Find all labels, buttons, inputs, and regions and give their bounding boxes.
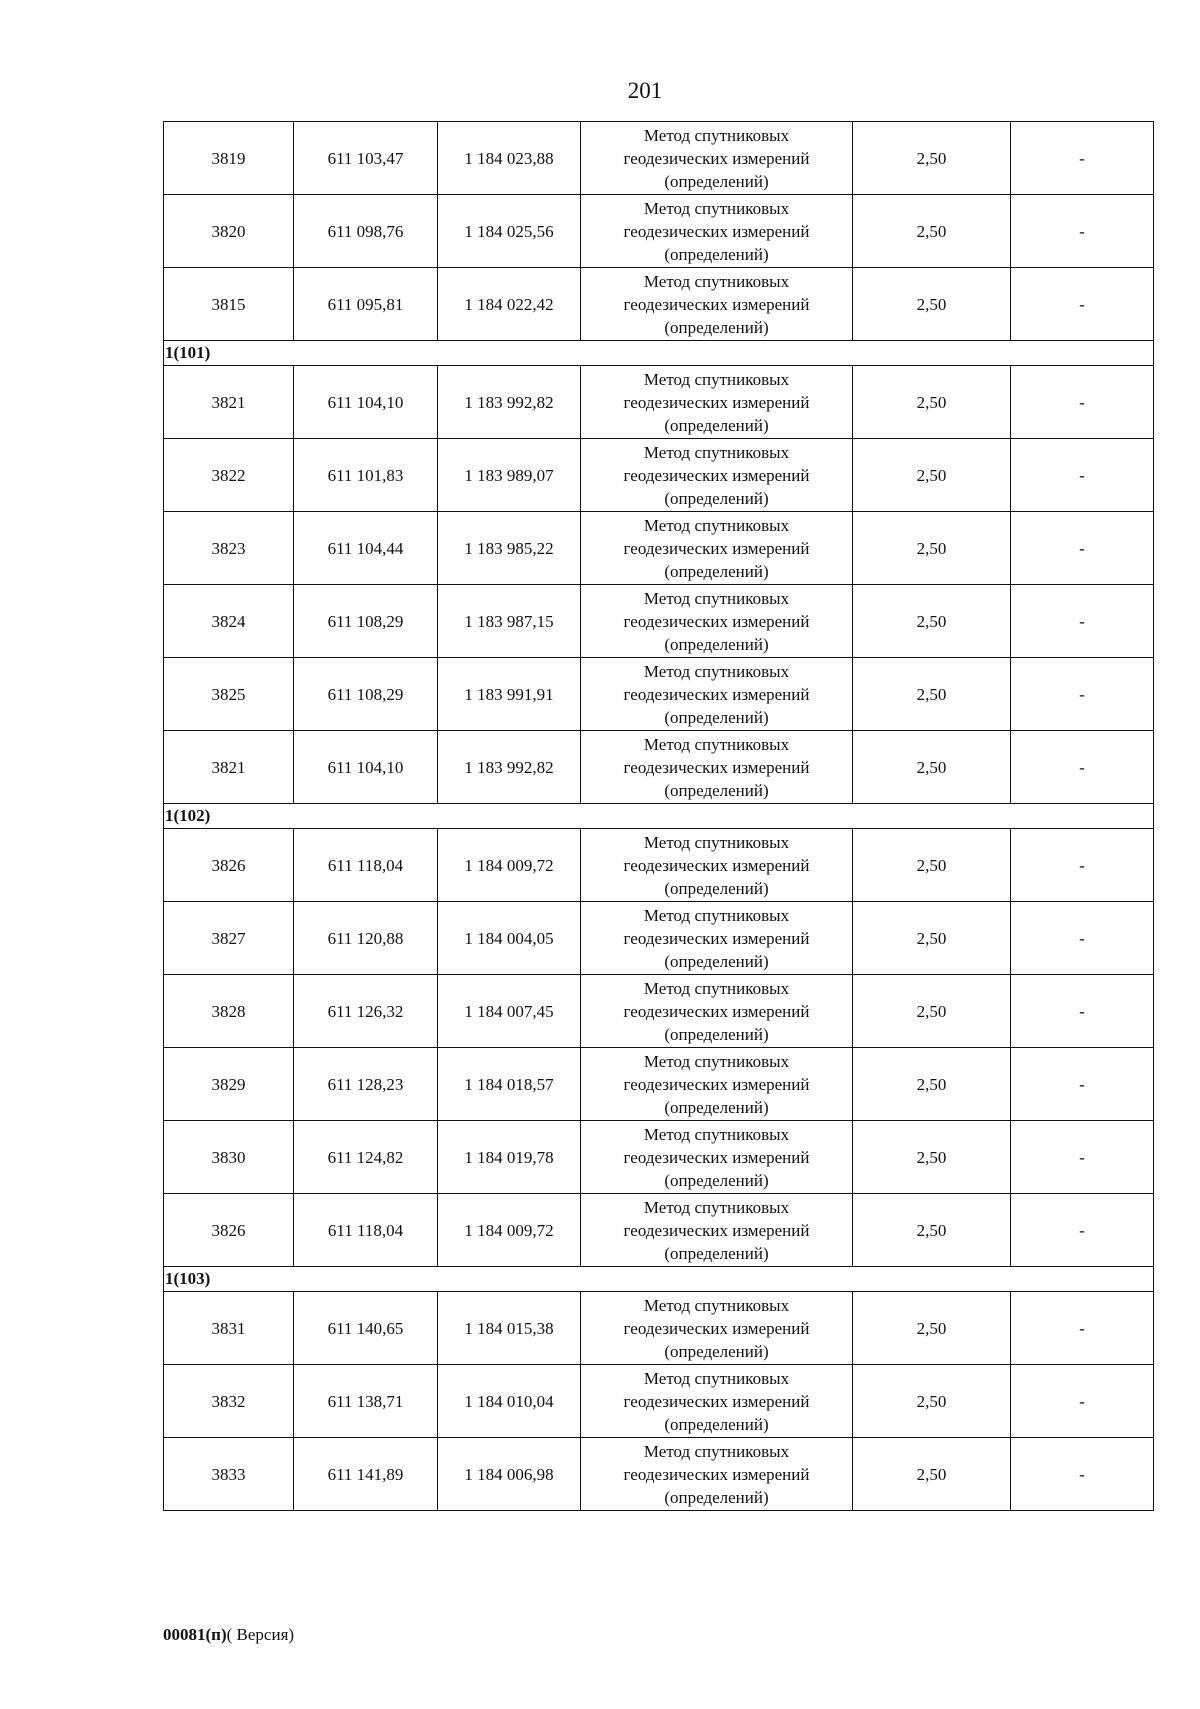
method-cell: Метод спутниковых геодезических измерений (определений): [581, 731, 853, 804]
accuracy-cell: 2,50: [853, 1292, 1011, 1365]
point-id-cell: 3831: [164, 1292, 294, 1365]
y-coordinate-cell: 1 184 004,05: [438, 902, 581, 975]
x-coordinate-cell: 611 120,88: [294, 902, 438, 975]
y-coordinate-cell: 1 184 022,42: [438, 268, 581, 341]
note-cell: -: [1011, 829, 1154, 902]
note-cell: -: [1011, 366, 1154, 439]
method-cell: Метод спутниковых геодезических измерений (определений): [581, 902, 853, 975]
table-row: [164, 512, 1154, 585]
x-coordinate-cell: 611 124,82: [294, 1121, 438, 1194]
accuracy-cell: 2,50: [853, 829, 1011, 902]
point-id-cell: 3820: [164, 195, 294, 268]
y-coordinate-cell: 1 183 989,07: [438, 439, 581, 512]
y-coordinate-cell: 1 184 018,57: [438, 1048, 581, 1121]
table-row: [164, 1121, 1154, 1194]
note-cell: -: [1011, 1048, 1154, 1121]
note-cell: -: [1011, 195, 1154, 268]
x-coordinate-cell: 611 118,04: [294, 829, 438, 902]
accuracy-cell: 2,50: [853, 512, 1011, 585]
point-id-cell: 3821: [164, 731, 294, 804]
point-id-cell: 3826: [164, 1194, 294, 1267]
note-cell: -: [1011, 658, 1154, 731]
y-coordinate-cell: 1 184 010,04: [438, 1365, 581, 1438]
table-row: [164, 1048, 1154, 1121]
table-row: [164, 122, 1154, 195]
accuracy-cell: 2,50: [853, 585, 1011, 658]
note-cell: -: [1011, 439, 1154, 512]
table-row: [164, 902, 1154, 975]
x-coordinate-cell: 611 138,71: [294, 1365, 438, 1438]
accuracy-cell: 2,50: [853, 1121, 1011, 1194]
note-cell: -: [1011, 902, 1154, 975]
x-coordinate-cell: 611 104,10: [294, 366, 438, 439]
table-row: [164, 439, 1154, 512]
document-footer: [163, 1625, 294, 1645]
method-cell: Метод спутниковых геодезических измерений (определений): [581, 585, 853, 658]
accuracy-cell: 2,50: [853, 902, 1011, 975]
table-row: [164, 366, 1154, 439]
x-coordinate-cell: 611 108,29: [294, 658, 438, 731]
note-cell: -: [1011, 731, 1154, 804]
point-id-cell: 3825: [164, 658, 294, 731]
note-cell: -: [1011, 1438, 1154, 1511]
accuracy-cell: 2,50: [853, 268, 1011, 341]
method-cell: Метод спутниковых геодезических измерений (определений): [581, 658, 853, 731]
method-cell: Метод спутниковых геодезических измерений (определений): [581, 829, 853, 902]
method-cell: Метод спутниковых геодезических измерений (определений): [581, 1365, 853, 1438]
table-row: [164, 268, 1154, 341]
y-coordinate-cell: 1 183 991,91: [438, 658, 581, 731]
x-coordinate-cell: 611 098,76: [294, 195, 438, 268]
x-coordinate-cell: 611 126,32: [294, 975, 438, 1048]
table-row: [164, 829, 1154, 902]
accuracy-cell: 2,50: [853, 122, 1011, 195]
method-cell: Метод спутниковых геодезических измерений (определений): [581, 366, 853, 439]
accuracy-cell: 2,50: [853, 1048, 1011, 1121]
table-row: [164, 975, 1154, 1048]
y-coordinate-cell: 1 184 023,88: [438, 122, 581, 195]
note-cell: -: [1011, 585, 1154, 658]
method-cell: Метод спутниковых геодезических измерений (определений): [581, 512, 853, 585]
x-coordinate-cell: 611 095,81: [294, 268, 438, 341]
point-id-cell: 3819: [164, 122, 294, 195]
y-coordinate-cell: 1 184 009,72: [438, 829, 581, 902]
y-coordinate-cell: 1 184 009,72: [438, 1194, 581, 1267]
note-cell: -: [1011, 122, 1154, 195]
section-label: 1(103): [164, 1267, 1154, 1292]
table-row: [164, 1292, 1154, 1365]
section-label: 1(102): [164, 804, 1154, 829]
x-coordinate-cell: 611 141,89: [294, 1438, 438, 1511]
method-cell: Метод спутниковых геодезических измерений (определений): [581, 268, 853, 341]
y-coordinate-cell: 1 183 992,82: [438, 731, 581, 804]
accuracy-cell: 2,50: [853, 195, 1011, 268]
accuracy-cell: 2,50: [853, 731, 1011, 804]
point-id-cell: 3826: [164, 829, 294, 902]
y-coordinate-cell: 1 184 019,78: [438, 1121, 581, 1194]
x-coordinate-cell: 611 104,10: [294, 731, 438, 804]
point-id-cell: 3824: [164, 585, 294, 658]
method-cell: Метод спутниковых геодезических измерений (определений): [581, 975, 853, 1048]
point-id-cell: 3832: [164, 1365, 294, 1438]
point-id-cell: 3815: [164, 268, 294, 341]
point-id-cell: 3828: [164, 975, 294, 1048]
coordinates-table: [163, 121, 1154, 1511]
table-row: [164, 731, 1154, 804]
method-cell: Метод спутниковых геодезических измерений (определений): [581, 1194, 853, 1267]
point-id-cell: 3821: [164, 366, 294, 439]
note-cell: -: [1011, 512, 1154, 585]
x-coordinate-cell: 611 104,44: [294, 512, 438, 585]
point-id-cell: 3829: [164, 1048, 294, 1121]
y-coordinate-cell: 1 183 987,15: [438, 585, 581, 658]
method-cell: Метод спутниковых геодезических измерений (определений): [581, 1292, 853, 1365]
note-cell: -: [1011, 975, 1154, 1048]
table-row: [164, 658, 1154, 731]
accuracy-cell: 2,50: [853, 975, 1011, 1048]
footer-code: 00081(п): [163, 1625, 227, 1644]
note-cell: -: [1011, 1292, 1154, 1365]
point-id-cell: 3833: [164, 1438, 294, 1511]
table-row: [164, 1365, 1154, 1438]
point-id-cell: 3827: [164, 902, 294, 975]
note-cell: -: [1011, 1194, 1154, 1267]
y-coordinate-cell: 1 184 006,98: [438, 1438, 581, 1511]
table-row: [164, 1438, 1154, 1511]
table-row: [164, 195, 1154, 268]
y-coordinate-cell: 1 183 992,82: [438, 366, 581, 439]
accuracy-cell: 2,50: [853, 366, 1011, 439]
method-cell: Метод спутниковых геодезических измерений (определений): [581, 195, 853, 268]
x-coordinate-cell: 611 128,23: [294, 1048, 438, 1121]
x-coordinate-cell: 611 101,83: [294, 439, 438, 512]
x-coordinate-cell: 611 118,04: [294, 1194, 438, 1267]
x-coordinate-cell: 611 140,65: [294, 1292, 438, 1365]
section-header-row: [164, 804, 1154, 829]
y-coordinate-cell: 1 184 025,56: [438, 195, 581, 268]
table-row: [164, 1194, 1154, 1267]
footer-version: ( Версия): [226, 1625, 295, 1644]
y-coordinate-cell: 1 184 007,45: [438, 975, 581, 1048]
method-cell: Метод спутниковых геодезических измерений (определений): [581, 122, 853, 195]
method-cell: Метод спутниковых геодезических измерений (определений): [581, 439, 853, 512]
note-cell: -: [1011, 268, 1154, 341]
x-coordinate-cell: 611 103,47: [294, 122, 438, 195]
coordinates-table-body: [164, 122, 1154, 1511]
point-id-cell: 3822: [164, 439, 294, 512]
section-header-row: [164, 341, 1154, 366]
point-id-cell: 3830: [164, 1121, 294, 1194]
x-coordinate-cell: 611 108,29: [294, 585, 438, 658]
accuracy-cell: 2,50: [853, 1194, 1011, 1267]
section-label: 1(101): [164, 341, 1154, 366]
section-header-row: [164, 1267, 1154, 1292]
method-cell: Метод спутниковых геодезических измерений (определений): [581, 1438, 853, 1511]
page-number: 201: [627, 78, 663, 103]
method-cell: Метод спутниковых геодезических измерений (определений): [581, 1048, 853, 1121]
y-coordinate-cell: 1 184 015,38: [438, 1292, 581, 1365]
method-cell: Метод спутниковых геодезических измерений (определений): [581, 1121, 853, 1194]
note-cell: -: [1011, 1121, 1154, 1194]
accuracy-cell: 2,50: [853, 658, 1011, 731]
accuracy-cell: 2,50: [853, 1438, 1011, 1511]
table-row: [164, 585, 1154, 658]
accuracy-cell: 2,50: [853, 439, 1011, 512]
note-cell: -: [1011, 1365, 1154, 1438]
accuracy-cell: 2,50: [853, 1365, 1011, 1438]
point-id-cell: 3823: [164, 512, 294, 585]
y-coordinate-cell: 1 183 985,22: [438, 512, 581, 585]
